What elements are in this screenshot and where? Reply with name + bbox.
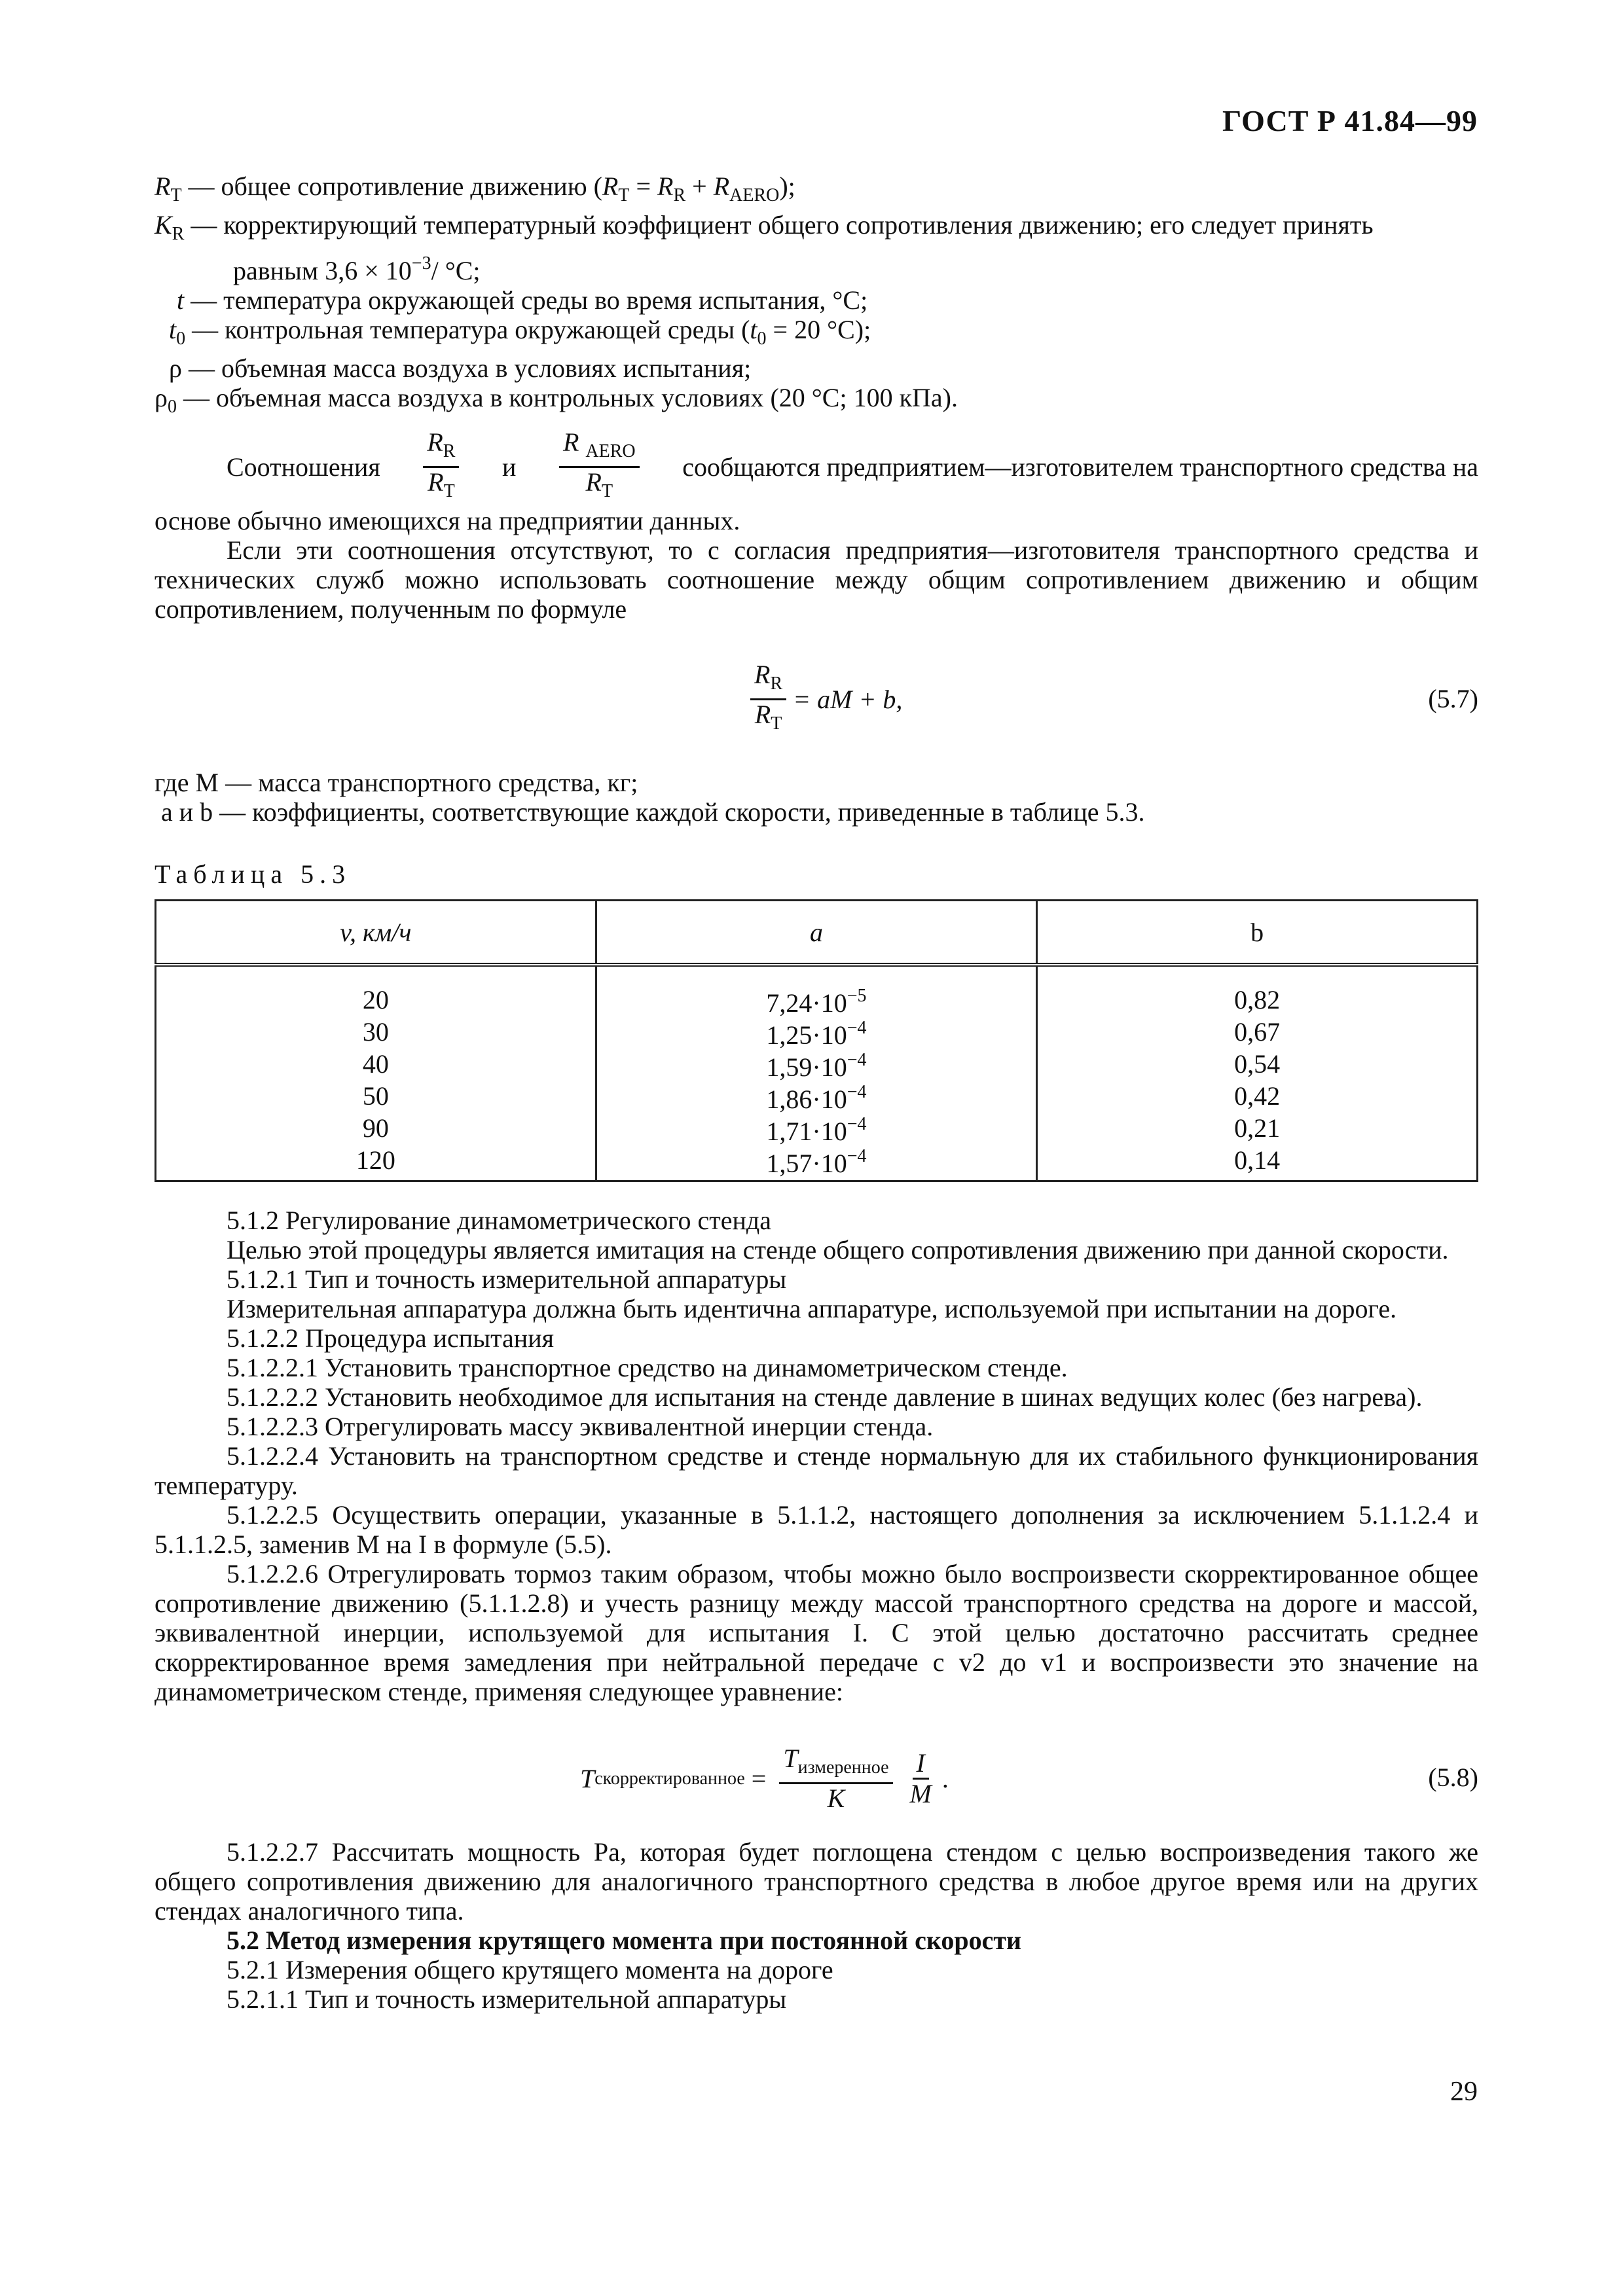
def-rho0: $\rho_0$ — объемная масса воздуха в контрольных условиях (20 °С; 100 кПа). — [155, 383, 958, 417]
where-m: где M — масса транспортного средства, кг; — [155, 768, 638, 797]
table-row: 120 $1,57\cdot 10^{-4}$ 0,14 — [156, 1144, 1478, 1181]
section-5-1-2 — [155, 1206, 1478, 1706]
formula-number: (5.7) — [1428, 684, 1478, 713]
paragraph: 5.1.2.2.5 Осуществить операции, указанные в 5.1.1.2, настоящего дополнения за исключением 5.1.1.2.4 и 5.1.1.2.5, заменив M на I в формуле (5.5). — [155, 1500, 1478, 1559]
ratio-raero-rt: $\frac{R _{AERO}}{R_T}$ — [559, 428, 640, 506]
coefficients-table — [155, 899, 1478, 1182]
def-kr: $K_R$ — корректирующий температурный коэффициент общего сопротивления движению; его следует принять — [155, 210, 1374, 244]
page-content — [155, 171, 1478, 2014]
table-row: 20 $7,24\cdot 10^{-5}$ 0,82 — [156, 965, 1478, 1016]
paragraph: 5.1.2.2.6 Отрегулировать тормоз таким образом, чтобы можно было воспроизвести скорректированное общее сопротивление движению (5.1.1.2.8) и учесть разницу между массой транспортного средства на дороге и массой, эквивалентной инерции, используемой для испытания I. С этой целью достаточно рассчитать среднее скорректированное время замедления при нейтральной передаче с v2 до v1 и воспроизвести это значение на динамометрическом стенде, применяя следующее уравнение: — [155, 1559, 1478, 1706]
def-kr-cont: равным $3,6 \times 10^{-3}/$ °С; — [233, 253, 481, 285]
paragraph: 5.1.2.2.2 Установить необходимое для испытания на стенде давление в шинах ведущих колес (без нагрева). — [227, 1382, 1423, 1412]
section-heading: 5.1.2.1 Тип и точность измерительной аппаратуры — [227, 1265, 787, 1294]
table-header: v, км/ч — [156, 901, 596, 965]
where-ab: a и b — коэффициенты, соответствующие каждой скорости, приведенные в таблице 5.3. — [161, 797, 1145, 827]
formula-5-8: T скорректированное = $\frac{T_{измеренное}}{K}$ $\frac{I}{M}$ . (5.8) — [580, 1743, 1478, 1813]
section-heading: 5.2.1.1 Тип и точность измерительной аппаратуры — [227, 1984, 787, 2014]
formula-number: (5.8) — [1428, 1763, 1478, 1792]
paragraph-if: Если эти соотношения отсутствуют, то с согласия предприятия—изготовителя транспортного средства и технических служб можно использовать соотношение между общим сопротивлением движению и общим сопротивлением, полученным по формуле — [155, 535, 1478, 624]
section-heading: 5.1.2 Регулирование динамометрического стенда — [227, 1206, 772, 1235]
section-heading: 5.2 Метод измерения крутящего момента при постоянной скорости — [227, 1926, 1022, 1955]
symbol-definitions — [155, 171, 1478, 422]
paragraph: Целью этой процедуры является имитация на стенде общего сопротивления движению при данной скорости. — [227, 1235, 1449, 1265]
def-t: t — температура окружающей среды во время испытания, °С; — [177, 285, 868, 315]
page-number: 29 — [1450, 2077, 1478, 2107]
section-heading: 5.1.2.2 Процедура испытания — [227, 1323, 554, 1353]
table-caption: Таблица 5.3 — [155, 859, 352, 889]
def-rt: $R_T$ — общее сопротивление движению $(R_T = R_R + R_{AERO})$; — [155, 171, 795, 206]
paragraph: 5.1.2.2.1 Установить транспортное средство на динамометрическом стенде. — [227, 1353, 1068, 1382]
formula-5-7: $\frac{R_R}{R_T}$ = aM + b, (5.7) — [155, 650, 1478, 748]
section-heading: 5.2.1 Измерения общего крутящего момента на дороге — [227, 1955, 833, 1984]
paragraph: 5.1.2.2.3 Отрегулировать массу эквивалентной инерции стенда. — [227, 1412, 934, 1441]
table-row: 30 $1,25\cdot 10^{-4}$ 0,67 — [156, 1016, 1478, 1048]
ratio-sentence-cont: основе обычно имеющихся на предприятии данных. — [155, 506, 740, 535]
table-row: 90 $1,71\cdot 10^{-4}$ 0,21 — [156, 1112, 1478, 1144]
def-t0: $t_0$ — контрольная температура окружающей среды ($t_0 = 20$ °С); — [169, 315, 871, 349]
document-id: ГОСТ Р 41.84—99 — [1222, 104, 1478, 137]
paragraph: 5.1.2.2.4 Установить на транспортном средстве и стенде нормальную для их стабильного функционирования температуру. — [155, 1441, 1478, 1500]
paragraph: Измерительная аппаратура должна быть идентична аппаратуре, используемой при испытании на дороге. — [227, 1294, 1397, 1323]
table-header: a — [596, 901, 1037, 965]
table-row: 40 $1,59\cdot 10^{-4}$ 0,54 — [156, 1048, 1478, 1080]
ratio-rr-rt: $\frac{R_R}{R_T}$ — [423, 428, 459, 506]
section-5-2 — [155, 1837, 1478, 2014]
paragraph: 5.1.2.2.7 Рассчитать мощность Pa, которая будет поглощена стендом с целью воспроизведения такого же общего сопротивления движению для аналогичного транспортного средства в любое другое время или на других стендах аналогичного типа. — [155, 1837, 1478, 1926]
table-header: b — [1037, 901, 1478, 965]
table-row: 50 $1,86\cdot 10^{-4}$ 0,42 — [156, 1080, 1478, 1112]
def-rho: ρ — объемная масса воздуха в условиях испытания; — [169, 353, 752, 383]
ratio-sentence: Соотношения $\frac{R_R}{R_T}$ и $\frac{R _{AERO}}{R_T}$ сообщаются предприятием—изготовителем транспортного средства на — [155, 428, 1478, 506]
